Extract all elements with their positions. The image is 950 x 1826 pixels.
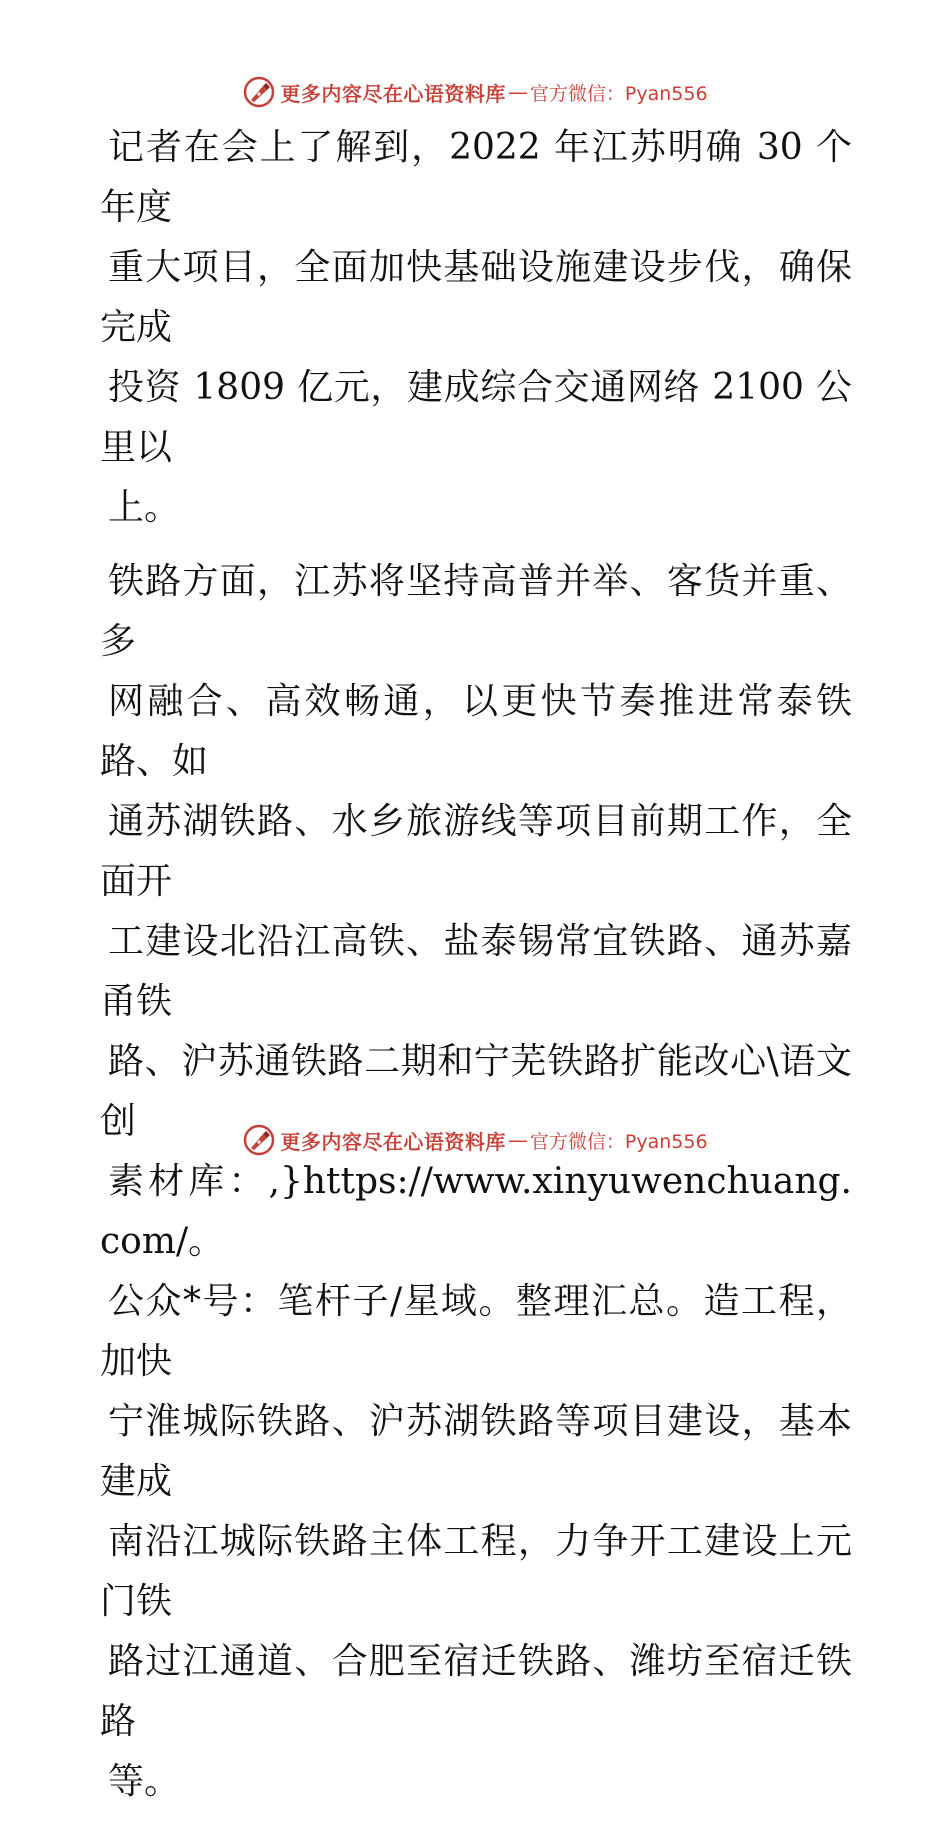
text-line: 等。 (108, 1761, 181, 1802)
text-line: 路、沪苏通铁路二期和宁芜铁路扩能改心\语文创 (100, 1041, 852, 1142)
paragraph-1 (100, 118, 852, 538)
text-line: 通苏湖铁路、水乡旅游线等项目前期工作，全面开 (100, 801, 852, 902)
banner-separator: — (507, 1128, 528, 1152)
text-line: 投资 1809 亿元，建成综合交通网络 2100 公里以 (100, 367, 852, 468)
banner-separator: — (507, 80, 528, 104)
text-line: 素材库：,}https://www.xinyuwenchuang.com/。 (100, 1161, 852, 1262)
pen-nib-logo-icon (242, 75, 276, 109)
banner-title: 更多内容尽在心语资料库 (280, 81, 506, 106)
banner-contact: 官方微信：Pyan556 (529, 82, 708, 105)
text-line: 铁路方面，江苏将坚持高普并举、客货并重、多 (100, 561, 852, 662)
text-line: 记者在会上了解到，2022 年江苏明确 30 个年度 (100, 127, 852, 228)
text-line: 工建设北沿江高铁、盐泰锡常宜铁路、通苏嘉甬铁 (100, 921, 852, 1022)
header-banner (0, 72, 950, 112)
footer-banner (0, 1120, 950, 1160)
pen-nib-logo-icon (242, 1123, 276, 1157)
banner-title: 更多内容尽在心语资料库 (280, 1129, 506, 1154)
text-line: 宁淮城际铁路、沪苏湖铁路等项目建设，基本建成 (100, 1401, 852, 1502)
banner-contact: 官方微信：Pyan556 (529, 1130, 708, 1153)
document-body (100, 118, 852, 1826)
text-line: 路过江通道、合肥至宿迁铁路、潍坊至宿迁铁路 (100, 1641, 852, 1742)
text-line: 重大项目，全面加快基础设施建设步伐，确保完成 (100, 247, 852, 348)
text-line: 上。 (108, 487, 181, 528)
text-line: 南沿江城际铁路主体工程，力争开工建设上元门铁 (100, 1521, 852, 1622)
text-line: 公众*号：笔杆子/星域。整理汇总。造工程，加快 (100, 1281, 852, 1382)
text-line: 网融合、高效畅通，以更快节奏推进常泰铁路、如 (100, 681, 852, 782)
paragraph-2 (100, 552, 852, 1812)
